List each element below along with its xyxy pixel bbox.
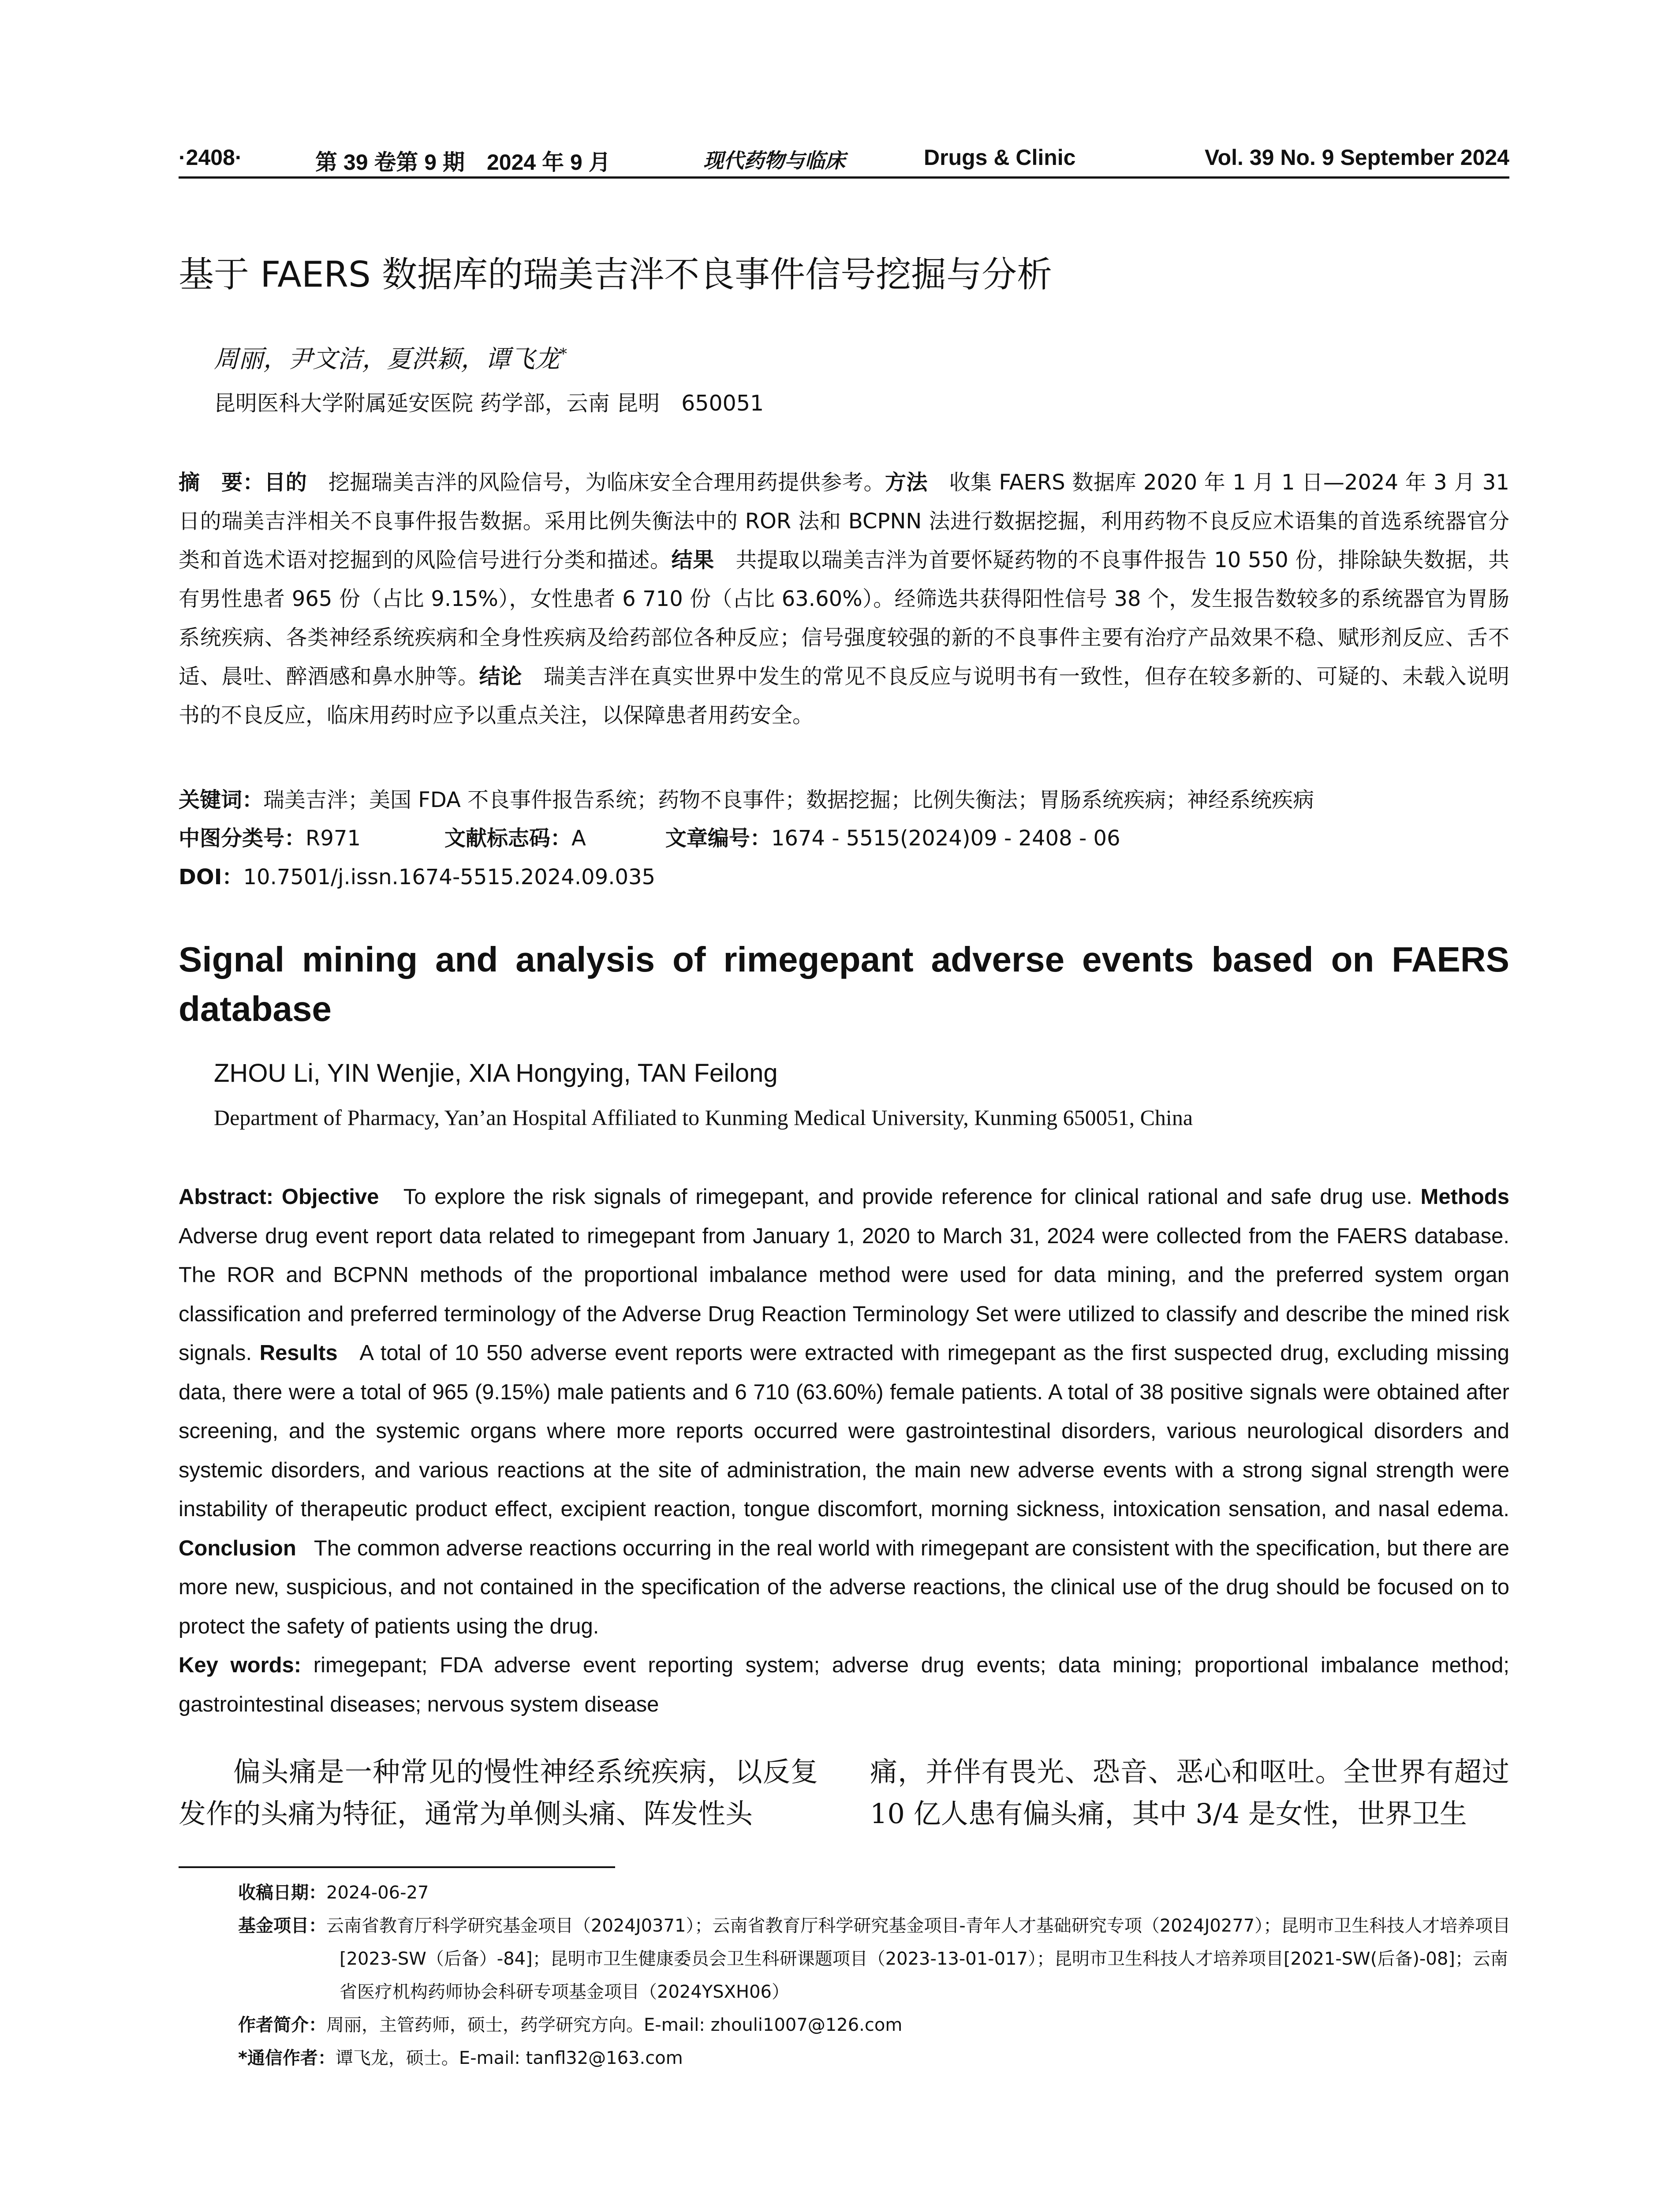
footnote-rule [179, 1866, 615, 1868]
footnote-fund [238, 1910, 1512, 2009]
methods-cn: 收集 FAERS 数据库 2020 年 1 月 1 日—2024 年 3 月 31 日的瑞美吉泮相关不良事件报告数据。采用比例失衡法中的 ROR 法和 BCPNN 法进行数据挖掘，利用药物不良反应术语集的首选系统器官分类和首选术语对挖掘到的风险信号进行分类和描述。 [179, 470, 1509, 572]
page-number: ·2408· [179, 145, 243, 170]
objective-label-en: Objective [281, 1185, 379, 1209]
title-cn: 基于 FAERS 数据库的瑞美吉泮不良事件信号挖掘与分析 [179, 254, 1053, 295]
corresponding-author: 谭飞龙，硕士。E-mail: tanfl32@163.com [335, 2048, 683, 2068]
author-bio-label: 作者简介： [238, 2015, 326, 2035]
conclusion-label-en: Conclusion [179, 1536, 296, 1560]
body-text-left: 偏头痛是一种常见的慢性神经系统疾病，以反复发作的头痛为特征，通常为单侧头痛、阵发性头 [179, 1756, 818, 1830]
abstract-cn [179, 463, 1509, 735]
keywords-cn [179, 783, 1314, 813]
authors-en: ZHOU Li, YIN Wenjie, XIA Hongying, TAN Feilong [214, 1059, 778, 1088]
volume-issue-cn: 第 39 卷第 9 期 2024 年 9 月 [315, 150, 611, 175]
results-cn: 共提取以瑞美吉泮为首要怀疑药物的不良事件报告 10 550 份，排除缺失数据，共有男性患者 965 份（占比 9.15%），女性患者 6 710 份（占比 63.60%）。经筛选共获得阳性信号 38 个，发生报告数较多的系统器官为胃肠系统疾病、各类神经系统疾病和全身性疾病及给药部位各种反应；信号强度较强的新的不良事件主要有治疗产品效果不稳、赋形剂反应、舌不适、晨吐、醉酒感和鼻水肿等。 [179, 548, 1509, 689]
footnote-author [238, 2009, 1512, 2042]
results-label-en: Results [259, 1341, 338, 1365]
abstract-en [179, 1177, 1509, 1724]
corresponding-label: *通信作者： [238, 2048, 336, 2068]
authors-cn-names: 周丽，尹文洁，夏洪颖，谭飞龙 [214, 345, 560, 374]
keywords-cn-text: 瑞美吉泮；美国 FDA 不良事件报告系统；药物不良事件；数据挖掘；比例失衡法；胃肠系统疾病；神经系统疾病 [263, 788, 1314, 812]
keywords-label-cn: 关键词： [179, 788, 264, 812]
authors-cn [214, 340, 567, 375]
keywords-en: rimegepant; FDA adverse event reporting system; adverse drug events; data mining; proportional imbalance method; gastrointestinal diseases; nervous system disease [179, 1653, 1510, 1716]
conclusion-label-cn: 结论 [479, 664, 523, 689]
methods-label-cn: 方法 [885, 470, 928, 495]
fund-text: 云南省教育厅科学研究基金项目（2024J0371）；云南省教育厅科学研究基金项目-青年人才基础研究专项（2024J0277）；昆明市卫生科技人才培养项目[2023-SW（后备）-84]；昆明市卫生健康委员会卫生科研课题项目（2023-13-01-017）；昆明市卫生科技人才培养项目[2021-SW(后备)-08]；云南省医疗机构药师协会科研专项基金项目（2024YSXH06） [326, 1916, 1511, 2002]
affiliation-cn: 昆明医科大学附属延安医院 药学部，云南 昆明 650051 [214, 391, 764, 416]
body-text-right: 痛，并伴有畏光、恐音、恶心和呕吐。全世界有超过 10 亿人患有偏头痛，其中 3/4 是女性，世界卫生 [870, 1756, 1509, 1830]
methods-en: Adverse drug event report data related to rimegepant from January 1, 2020 to March 31, 2024 were collected from the FAERS database. The ROR and BCPNN methods of the proportional imbalance method were used for data mining, and the preferred system organ classification and preferred terminology of the Adverse Drug Reaction Terminology Set were utilized to classify and describe the mined risk signals. [179, 1224, 1509, 1365]
conclusion-en: The common adverse reactions occurring in the real world with rimegepant are consistent with the specification, but there are more new, suspicious, and not contained in the specification of the adverse reactions, the clinical use of the drug should be focused on to protect the safety of patients using the drug. [179, 1536, 1509, 1638]
abstract-label-cn: 摘 要： [179, 470, 265, 495]
article-label: 文章编号： [665, 826, 771, 851]
footnote-received [238, 1876, 1512, 1910]
journal-name-cn: 现代药物与临床 [703, 149, 845, 172]
keywords-label-en: Key words: [179, 1653, 302, 1677]
affiliation-en: Department of Pharmacy, Yan’an Hospital Affiliated to Kunming Medical University, Kunming 650051, China [214, 1105, 1193, 1130]
doccode-label: 文献标志码： [444, 826, 571, 851]
title-en: Signal mining and analysis of rimegepant adverse events based on FAERS database [179, 940, 1509, 1028]
objective-cn: 挖掘瑞美吉泮的风险信号，为临床安全合理用药提供参考。 [328, 470, 885, 495]
footnotes [238, 1876, 1512, 2075]
objective-label-cn: 目的 [264, 470, 307, 495]
doi-value: 10.7501/j.issn.1674-5515.2024.09.035 [243, 865, 656, 889]
abstract-label-en: Abstract: [179, 1185, 274, 1209]
clc-label: 中图分类号： [179, 826, 306, 851]
objective-en: To explore the risk signals of rimegepant, and provide reference for clinical rational and safe drug use. [403, 1185, 1412, 1209]
running-header [179, 142, 1509, 179]
footnote-corresponding [238, 2042, 1512, 2075]
methods-label-en: Methods [1420, 1185, 1509, 1209]
received-label: 收稿日期： [238, 1883, 326, 1903]
doccode-value: A [571, 826, 586, 851]
results-label-cn: 结果 [671, 548, 714, 572]
doi-line [179, 860, 655, 890]
author-bio: 周丽，主管药师，硕士，药学研究方向。E-mail: zhouli1007@126.com [326, 2015, 903, 2035]
journal-name-en: Drugs & Clinic [924, 145, 1076, 170]
received-date: 2024-06-27 [326, 1883, 429, 1903]
article-value: 1674 - 5515(2024)09 - 2408 - 06 [771, 826, 1120, 851]
conclusion-cn: 瑞美吉泮在真实世界中发生的常见不良反应与说明书有一致性，但存在较多新的、可疑的、未载入说明书的不良反应，临床用药时应予以重点关注，以保障患者用药安全。 [179, 664, 1509, 728]
classification-line [179, 821, 1120, 852]
fund-label: 基金项目： [238, 1916, 326, 1936]
results-en: A total of 10 550 adverse event reports were extracted with rimegepant as the first suspected drug, excluding missing data, there were a total of 965 (9.15%) male patients and 6 710 (63.60%) female patients. A total of 38 positive signals were obtained after screening, and the systemic organs where more reports occurred were gastrointestinal disorders, various neurological disorders and systemic disorders, and various reactions at the site of administration, the main new adverse events with a strong signal strength were instability of therapeutic product effect, excipient reaction, tongue discomfort, morning sickness, intoxication sensation, and nasal edema. [179, 1341, 1510, 1521]
corresponding-mark: * [560, 345, 567, 363]
doi-label: DOI： [179, 865, 243, 889]
clc-value: R971 [306, 826, 361, 851]
volume-issue-en: Vol. 39 No. 9 September 2024 [1204, 145, 1509, 170]
